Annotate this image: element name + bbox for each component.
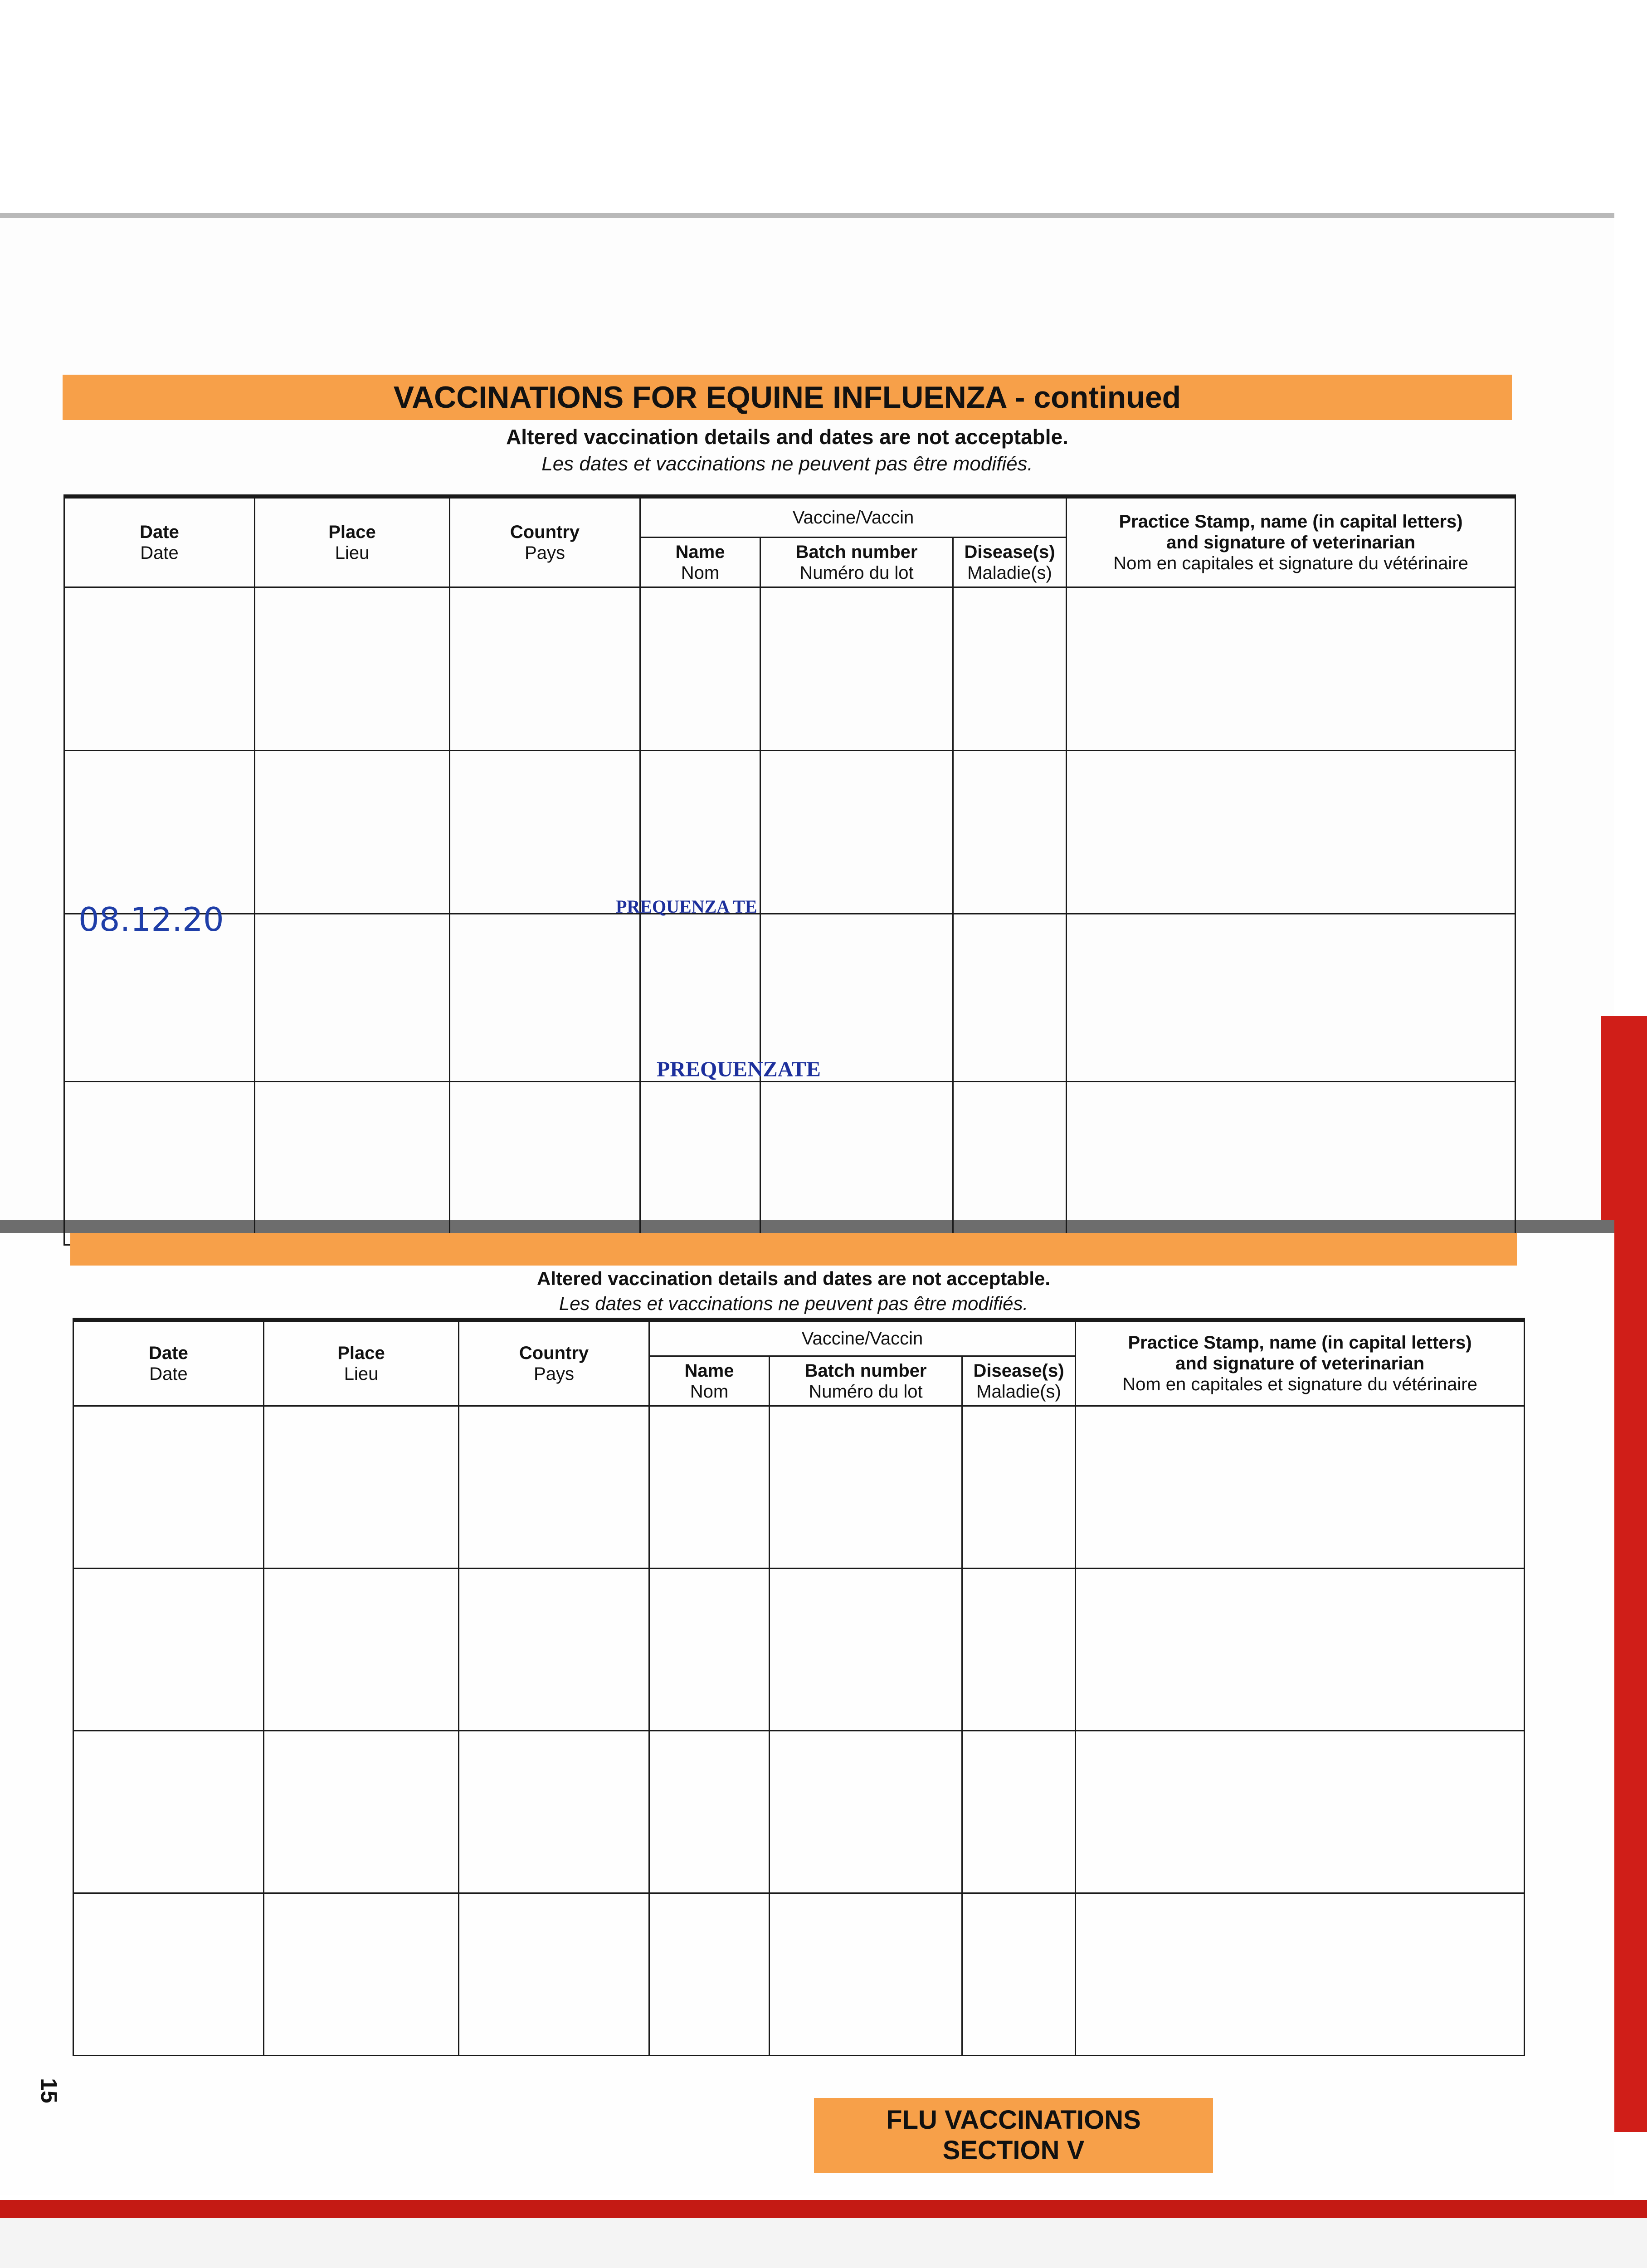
cell-batch xyxy=(760,587,953,751)
page-number: 15 xyxy=(36,2078,62,2103)
table-row xyxy=(64,914,1515,1082)
cell-vaccine-name xyxy=(616,751,760,917)
cell-vaccine-name xyxy=(640,587,760,751)
header-date: Date Date xyxy=(73,1320,264,1406)
header-name: Name Nom xyxy=(640,538,760,587)
lower-banner-strip xyxy=(70,1233,1517,1266)
cell-disease xyxy=(953,751,1067,914)
header-disease: Disease(s) Maladie(s) xyxy=(962,1356,1076,1406)
cell-vaccine-name xyxy=(640,1082,760,1245)
table-row xyxy=(73,1893,1525,2056)
header-country: Country Pays xyxy=(459,1320,649,1406)
header-place: Place Lieu xyxy=(264,1320,459,1406)
table-row xyxy=(64,1082,1515,1245)
bottom-margin xyxy=(0,2218,1647,2268)
cell-date xyxy=(64,1082,255,1245)
header-batch: Batch number Numéro du lot xyxy=(770,1356,962,1406)
header-country: Country Pays xyxy=(450,497,640,587)
cell-stamp xyxy=(1067,1082,1515,1245)
cell-disease xyxy=(953,1082,1067,1245)
form-title-banner xyxy=(63,375,1512,420)
cell-country xyxy=(450,587,640,751)
cell-disease xyxy=(953,914,1067,1082)
header-date: Date Date xyxy=(64,497,255,587)
table-row xyxy=(64,751,1515,914)
table-row xyxy=(73,1731,1525,1893)
header-vaccine-group: Vaccine/Vaccin xyxy=(649,1320,1076,1356)
cell-stamp xyxy=(1067,587,1515,751)
table-row xyxy=(64,587,1515,751)
header-name: Name Nom xyxy=(649,1356,770,1406)
cell-vaccine-name xyxy=(640,914,821,1082)
date-value: 08.12.20 xyxy=(78,900,224,938)
notice-french: Les dates et vaccinations ne peuvent pas être modifiés. xyxy=(541,453,1033,475)
red-cover-bottom xyxy=(0,2200,1647,2218)
section-label-line1: FLU VACCINATIONS xyxy=(886,2105,1141,2135)
vaccine-name-value: PREQUENZA TE xyxy=(616,896,757,917)
cell-place xyxy=(255,1082,450,1245)
header-place: Place Lieu xyxy=(255,497,450,587)
header-disease: Disease(s) Maladie(s) xyxy=(953,538,1067,587)
upper-vaccination-table xyxy=(63,494,1516,1246)
table-row xyxy=(73,1406,1525,1569)
cell-country xyxy=(450,914,640,1082)
cell-country xyxy=(450,1082,640,1245)
section-label xyxy=(814,2098,1213,2173)
cell-country xyxy=(450,751,640,914)
lower-vaccination-table xyxy=(73,1318,1525,2056)
cell-date xyxy=(64,914,255,1082)
cell-stamp xyxy=(1067,914,1515,1082)
cell-place xyxy=(255,914,450,1082)
header-batch: Batch number Numéro du lot xyxy=(760,538,953,587)
cell-place xyxy=(255,587,450,751)
cell-place xyxy=(255,751,450,914)
cell-batch xyxy=(760,1082,953,1245)
cell-stamp xyxy=(1067,751,1515,914)
form-title: VACCINATIONS FOR EQUINE INFLUENZA - continued xyxy=(393,380,1181,415)
cell-date xyxy=(64,751,255,938)
table-row xyxy=(73,1569,1525,1731)
lower-notice-french: Les dates et vaccinations ne peuvent pas être modifiés. xyxy=(559,1293,1028,1314)
header-practice-stamp: Practice Stamp, name (in capital letters) and signature of veterinarian Nom en capitales et signature du vétérinaire xyxy=(1076,1320,1525,1406)
section-label-line2: SECTION V xyxy=(942,2135,1085,2165)
header-vaccine-group: Vaccine/Vaccin xyxy=(640,497,1067,538)
header-practice-stamp: Practice Stamp, name (in capital letters) and signature of veterinarian Nom en capitales et signature du vétérinaire xyxy=(1067,497,1515,587)
vaccine-name-value: PREQUENZATE xyxy=(657,1057,821,1081)
cell-date xyxy=(64,587,255,751)
cell-disease xyxy=(953,587,1067,751)
lower-notice-english: Altered vaccination details and dates are not acceptable. xyxy=(536,1268,1051,1289)
notice-english: Altered vaccination details and dates are not acceptable. xyxy=(506,425,1068,449)
cell-batch xyxy=(760,751,953,914)
